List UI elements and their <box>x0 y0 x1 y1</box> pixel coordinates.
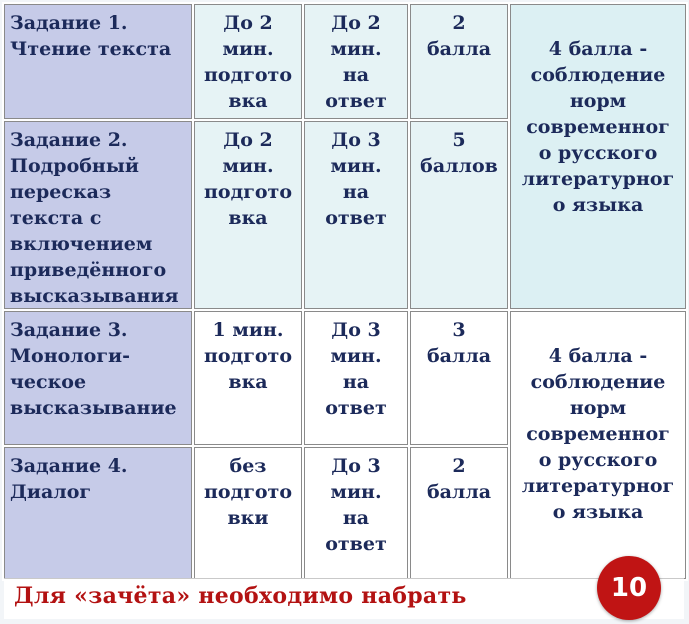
group-note-cell <box>509 3 687 310</box>
prep-time-cell: 1 мин. подгото вка <box>193 310 303 446</box>
points-cell: 2 балла <box>409 3 509 120</box>
table-row <box>3 3 687 120</box>
score-badge: 10 <box>597 556 661 620</box>
answer-time-cell: До 3 мин. на ответ <box>303 120 409 310</box>
answer-time-cell: До 3 мин. на ответ <box>303 446 409 580</box>
task-cell: Задание 4. Диалог <box>3 446 193 580</box>
footer-caption: Для «зачёта» необходимо набрать <box>14 583 467 609</box>
footer-bar <box>4 578 684 619</box>
group-note-text: 4 балла - соблюдение норм современног о русского литературног о языка <box>521 345 675 523</box>
prep-time-cell: До 2 мин. подгото вка <box>193 120 303 310</box>
task-cell: Задание 1. Чтение текста <box>3 3 193 120</box>
answer-time-cell: До 2 мин. на ответ <box>303 3 409 120</box>
assessment-table <box>2 2 688 581</box>
points-cell: 3 балла <box>409 310 509 446</box>
group-note-text: 4 балла - соблюдение норм современног о русского литературног о языка <box>521 38 675 216</box>
prep-time-cell: без подгото вки <box>193 446 303 580</box>
prep-time-cell: До 2 мин. подгото вка <box>193 3 303 120</box>
table-row <box>3 310 687 446</box>
answer-time-cell: До 3 мин. на ответ <box>303 310 409 446</box>
points-cell: 2 балла <box>409 446 509 580</box>
task-cell: Задание 3. Монологи- ческое высказывание <box>3 310 193 446</box>
task-cell: Задание 2. Подробный пересказ текста с включением приведённого высказывания <box>3 120 193 310</box>
group-note-cell <box>509 310 687 580</box>
points-cell: 5 баллов <box>409 120 509 310</box>
